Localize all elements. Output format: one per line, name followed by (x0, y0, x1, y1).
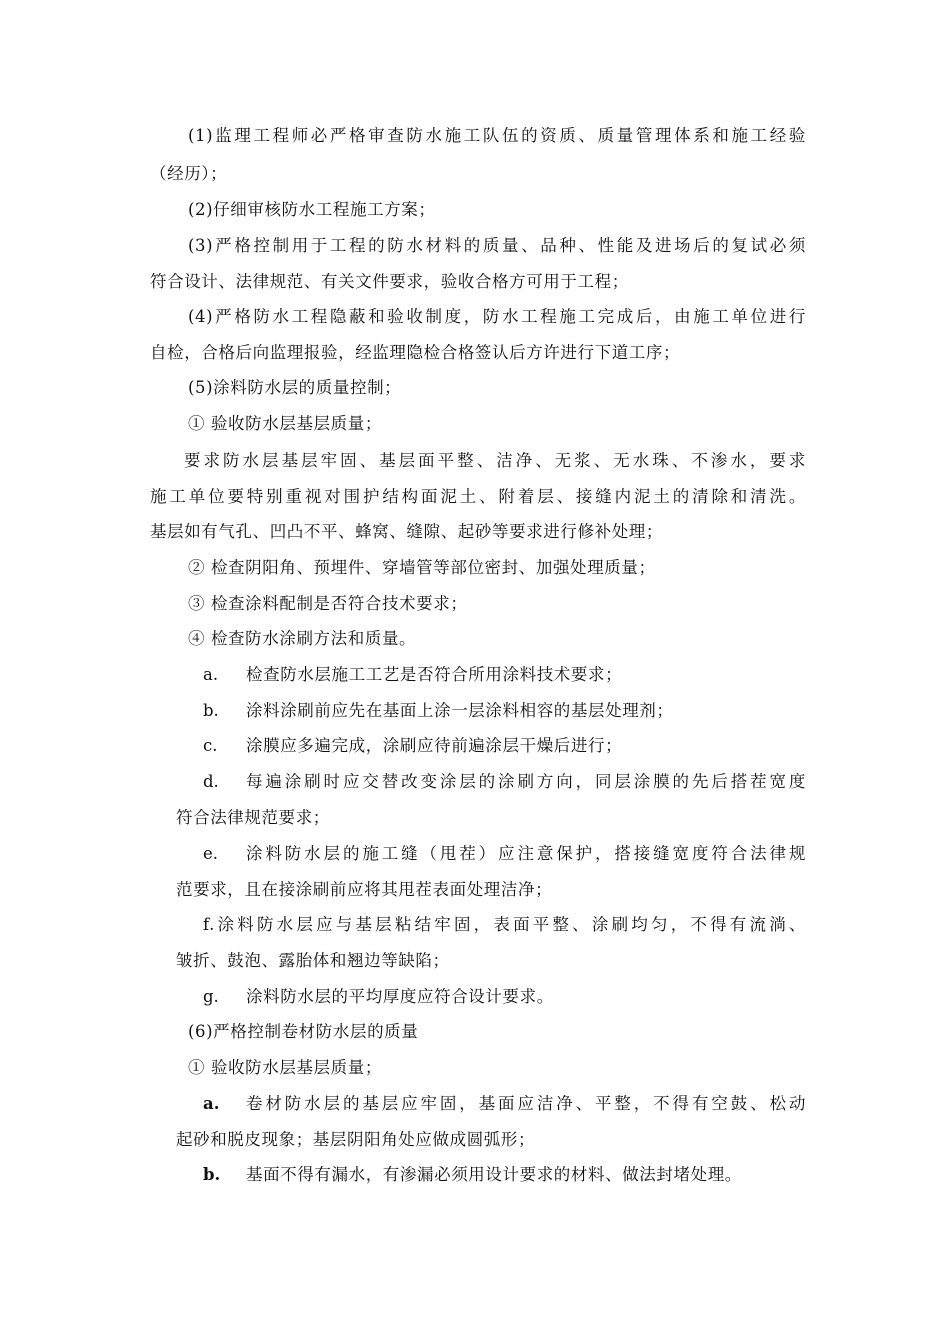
paragraph-2: (2)仔细审核防水工程施工方案； (188, 200, 436, 219)
item-c-text: 涂膜应多遍完成，涂刷应待前遍涂层干燥后进行； (246, 736, 623, 755)
item-d-marker: d. (203, 772, 219, 791)
item-g-marker: g. (203, 987, 219, 1006)
paragraph-4-line-1: (4)严格防水工程隐蔽和验收制度，防水工程施工完成后，由施工单位进行 (188, 307, 806, 326)
section-6-item-b-text: 基面不得有漏水，有渗漏必须用设计要求的材料、做法封堵处理。 (246, 1165, 742, 1184)
item-g-text: 涂料防水层的平均厚度应符合设计要求。 (246, 987, 554, 1006)
requirement-line-2: 施工单位要特别重视对围护结构面泥土、附着层、接缝内泥土的清除和清洗。 (150, 487, 806, 506)
item-b-marker: b. (203, 701, 219, 720)
sub-item-3: ③ 检查涂料配制是否符合技术要求； (188, 594, 468, 613)
item-c-marker: c. (203, 736, 218, 755)
section-6-item-a-line-2: 起砂和脱皮现象；基层阴阳角处应做成圆弧形； (176, 1130, 536, 1149)
item-a-marker: a. (203, 665, 219, 684)
item-f-line-2: 皱折、鼓泡、露胎体和翘边等缺陷； (176, 951, 450, 970)
item-d-line-2: 符合法律规范要求； (176, 808, 330, 827)
item-b-text: 涂料涂刷前应先在基面上涂一层涂料相容的基层处理剂； (246, 701, 674, 720)
item-e-line-2: 范要求，且在接涂刷前应将其甩茬表面处理洁净； (176, 880, 553, 899)
section-6-item-a-marker: a. (203, 1094, 220, 1113)
sub-item-1: ① 验收防水层基层质量； (188, 414, 382, 433)
section-6-item-a-line-1: 卷材防水层的基层应牢固，基面应洁净、平整，不得有空鼓、松动 (246, 1094, 806, 1113)
section-6-sub-item-1: ① 验收防水层基层质量； (188, 1058, 382, 1077)
item-e-line-1: 涂料防水层的施工缝（甩茬）应注意保护，搭接缝宽度符合法律规 (246, 844, 806, 863)
requirement-line-1: 要求防水层基层牢固、基层面平整、洁净、无浆、无水珠、不渗水，要求 (184, 451, 806, 470)
paragraph-4-line-2: 自检，合格后向监理报验，经监理隐检合格签认后方许进行下道工序； (150, 343, 681, 362)
paragraph-3-line-1: (3)严格控制用于工程的防水材料的质量、品种、性能及进场后的复试必须 (188, 236, 806, 255)
paragraph-3-line-2: 符合设计、法律规范、有关文件要求，验收合格方可用于工程； (150, 272, 629, 291)
sub-item-4: ④ 检查防水涂刷方法和质量。 (188, 629, 417, 648)
sub-item-2: ② 检查阴阳角、预埋件、穿墙管等部位密封、加强处理质量； (188, 558, 656, 577)
section-6-item-b-marker: b. (203, 1165, 221, 1184)
paragraph-5: (5)涂料防水层的质量控制； (188, 378, 402, 397)
item-f-line-1: f.涂料防水层应与基层粘结牢固，表面平整、涂刷均匀，不得有流淌、 (203, 915, 806, 934)
item-d-line-1: 每遍涂刷时应交替改变涂层的涂刷方向，同层涂膜的先后搭茬宽度 (246, 772, 806, 791)
paragraph-1-line-2: （经历）； (150, 164, 228, 183)
paragraph-1-line-1: (1)监理工程师必严格审查防水施工队伍的资质、质量管理体系和施工经验 (188, 126, 806, 145)
requirement-line-3: 基层如有气孔、凹凸不平、蜂窝、缝隙、起砂等要求进行修补处理； (150, 522, 663, 541)
item-a-text: 检查防水层施工工艺是否符合所用涂料技术要求； (246, 665, 623, 684)
section-6-heading: (6)严格控制卷材防水层的质量 (188, 1022, 419, 1041)
item-e-marker: e. (203, 844, 219, 863)
